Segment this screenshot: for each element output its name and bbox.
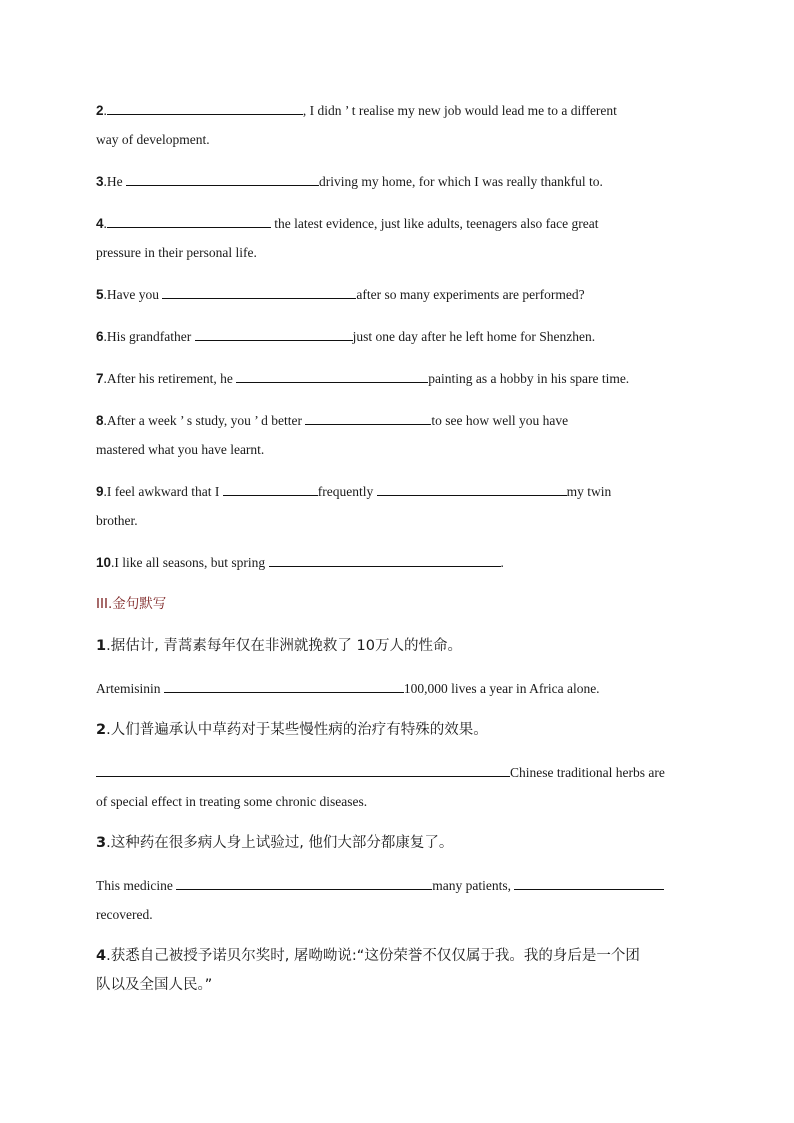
exercise-item-9: 9.I feel awkward that I frequently my twin brother. [96, 477, 700, 535]
sentence-cn-3: 3.这种药在很多病人身上试验过, 他们大部分都康复了。 [96, 835, 454, 851]
exercise-item-10: 10.I like all seasons, but spring . [96, 548, 700, 577]
item-number: 7 [96, 371, 104, 386]
answer-blank[interactable] [176, 875, 432, 890]
answer-blank[interactable] [223, 481, 318, 496]
item-number: 5 [96, 287, 104, 302]
exercise-item-7: 7.After his retirement, he painting as a hobby in his spare time. [96, 364, 700, 393]
exercise-item-2: 2. , I didn ’ t realise my new job would lead me to a different way of development. [96, 96, 700, 154]
item-number: 8 [96, 413, 104, 428]
answer-blank[interactable] [96, 762, 510, 777]
sentence-en-1: Artemisinin 100,000 lives a year in Africa alone. [96, 674, 700, 703]
answer-blank[interactable] [164, 678, 404, 693]
answer-blank[interactable] [305, 410, 431, 425]
exercise-item-8: 8.After a week ’ s study, you ’ d better to see how well you have mastered what you have learnt. [96, 406, 700, 464]
item-number: 6 [96, 329, 104, 344]
sentence-cn-1: 1.据估计, 青蒿素每年仅在非洲就挽救了 10万人的性命。 [96, 638, 462, 654]
item-number: 10 [96, 555, 112, 570]
sentence-en-2: Chinese traditional herbs are of special effect in treating some chronic diseases. [96, 758, 700, 816]
item-number: 3 [96, 835, 107, 851]
answer-blank[interactable] [377, 481, 567, 496]
item-number: 1 [96, 638, 107, 654]
worksheet-page [96, 96, 700, 1013]
item-number: 4 [96, 948, 107, 964]
sentence-cn-2: 2.人们普遍承认中草药对于某些慢性病的治疗有特殊的效果。 [96, 722, 488, 738]
item-number: 4 [96, 216, 104, 231]
exercise-item-3: 3.He driving my home, for which I was really thankful to. [96, 167, 700, 196]
answer-blank[interactable] [162, 284, 356, 299]
answer-blank[interactable] [126, 171, 319, 186]
exercise-item-4: 4. the latest evidence, just like adults, teenagers also face great pressure in their personal life. [96, 209, 700, 267]
answer-blank[interactable] [269, 552, 501, 567]
item-number: 3 [96, 174, 104, 189]
item-number: 2 [96, 722, 107, 738]
sentence-en-3: This medicine many patients, recovered. [96, 871, 700, 929]
answer-blank[interactable] [107, 100, 303, 115]
sentence-cn-4: 4.获悉自己被授予诺贝尔奖时, 屠呦呦说:“这份荣誉不仅仅属于我。我的身后是一个团 队以及全国人民。” [96, 948, 640, 993]
section-title: III.金句默写 [96, 596, 167, 612]
exercise-item-5: 5.Have you after so many experiments are performed? [96, 280, 700, 309]
answer-blank[interactable] [514, 875, 664, 890]
answer-blank[interactable] [107, 213, 271, 228]
item-number: 9 [96, 484, 104, 499]
item-number: 2 [96, 103, 104, 118]
answer-blank[interactable] [236, 368, 428, 383]
answer-blank[interactable] [195, 326, 353, 341]
exercise-item-6: 6.His grandfather just one day after he left home for Shenzhen. [96, 322, 700, 351]
